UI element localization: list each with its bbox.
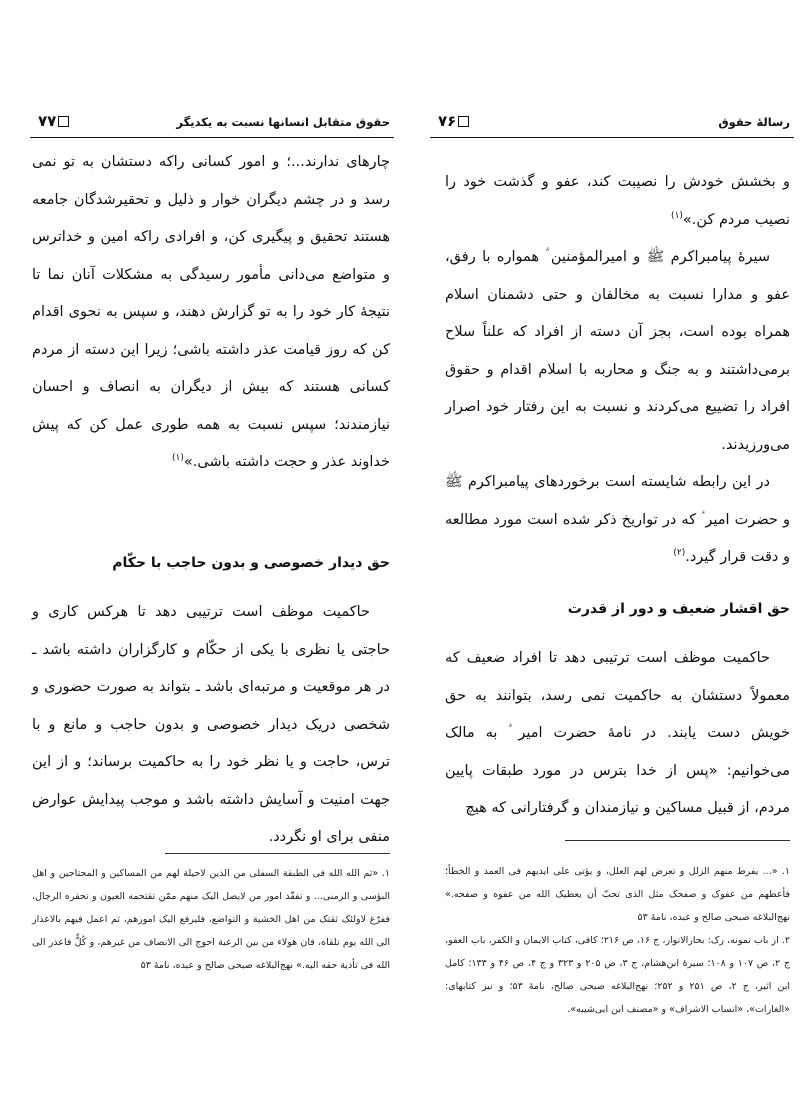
left-page bbox=[20, 0, 400, 1100]
page-header bbox=[438, 112, 790, 136]
footnote-ref: (۱) bbox=[172, 453, 184, 464]
footnote-ref: (۲) bbox=[673, 548, 686, 559]
header-rule bbox=[430, 137, 794, 138]
paragraph-text: و بخشش خودش را نصیبت کند، عفو و گذشت خود را نصیب مردم کن.» bbox=[445, 174, 790, 228]
page-box-icon bbox=[58, 116, 69, 127]
body-text bbox=[32, 144, 390, 482]
footnotes bbox=[445, 860, 790, 1021]
footnote: ۱. «ثم الله الله فی الطبقة السفلی من الذین لاحیلة لهم من المساکین و المحتاجین و اهل البؤسی و الزمنی... و تفقّد امور من لایصل الیک منهم ممّن تقتحمه العیون و تحقره الرجال، ففرّغ لاولئک ثقتک من اهل الخشیة و التواضع، فلیرفع الیک امورهم، ثم اعمل فیهم بالاعذار الی الله یوم تلقاه، فان هولاء من بین الرعیة احوج الی الانصاف من غیرهم، و کُلٌّ فاعذر الی الله فی تأدیة حقه الیه.» نهج‌البلاغه صبحی صالح و عبده، نامهٔ ۵۳ bbox=[32, 868, 390, 971]
page-number-value: ۷۶ bbox=[438, 112, 457, 130]
page-header bbox=[38, 112, 390, 136]
footnote: ۱. «... یفرط منهم الزلل و تعرض لهم العلل، و یؤتی علی ایدیهم فی العمد و الخطأ؛ فأعطهم من عفوک و صفحک مثل الذی تحبّ أن یعطیک الله من عفوه و صفحه.» نهج‌البلاغه صبحی صالح و عبده، نامهٔ ۵۳ bbox=[445, 866, 790, 923]
footnote-rule bbox=[565, 840, 790, 841]
paragraph-text: چارهای ندارند...؛ و امور کسانی راکه دستشان به تو نمی رسد و در چشم دیگران خوار و ذلیل و تحقیرشدگان جامعه هستند تحقیق و پیگیری کن، و افرادی راکه امین و خداترس و متواضع می‌دانی مأمور رسیدگی به مشکلات آنان نما تا نتیجهٔ کار خود را به تو گزارش دهند، و سپس به نحوی اقدام کن که روز قیامت عذر داشته باشی؛ زیرا این دسته از مردم کسانی هستند که بیش از دیگران به انصاف و احسان نیازمندند؛ سپس نسبت به همه طوری عمل کن که پیش خداوند عذر و حجت داشته باشی.» bbox=[32, 154, 390, 470]
section-heading: حق دیدار خصوصی و بدون حاجب با حکّام bbox=[112, 555, 390, 571]
page-number bbox=[438, 112, 469, 130]
section-heading: حق اقشار ضعیف و دور از قدرت bbox=[567, 601, 790, 617]
body-text bbox=[445, 640, 790, 828]
footnotes bbox=[32, 862, 390, 977]
footnote-rule bbox=[165, 853, 390, 854]
body-text bbox=[32, 594, 390, 857]
footnote: ۲. از باب نمونه، رک: بحارالانوار، ج ۱۶، ص ۲۱۶؛ کافی، کتاب الایمان و الکفر، باب العفو، ج ۲، ص ۱۰۷ و ۱۰۸؛ سیرهٔ ابن‌هشام، ج ۳، ص ۲۰۵ و ۳۲۳ و ج ۴، ص ۴۶ و ۱۳۳؛ کامل ابن اثیر، ج ۲، ص ۲۵۱ و ۲۵۲؛ نهج‌البلاغه صبحی صالح، نامهٔ ۵۳؛ و نیز کتابهای: «الغارات»، «انساب الاشراف» و «مصنف ابن ابی‌شیبه». bbox=[445, 935, 790, 1015]
paragraph: حاکمیت موظف است ترتیبی دهد تا افراد ضعیف که معمولاً دستشان به حاکمیت نمی رسد، بتوانند به حق خویش دست یابند. در نامهٔ حضرت امیر ؑ به مالک می‌خوانیم: «پس از خدا بترس در مورد طبقات پایین مردم، از قبیل مساکین و نیازمندان و گرفتارانی که هیچ bbox=[445, 650, 790, 816]
paragraph bbox=[32, 144, 390, 482]
paragraph-text: در این رابطه شایسته است برخوردهای پیامبراکرم ﷺ و حضرت امیر ؑ که در تواریخ ذکر شده است مورد مطالعه و دقت قرار گیرد. bbox=[445, 474, 790, 565]
paragraph: حاکمیت موظف است ترتیبی دهد تا هرکس کاری و حاجتی یا نظری با یکی از حکّام و کارگزاران داشته باشد ـ در هر موقعیت و مرتبه‌ای باشد ـ بتواند به صورت حضوری و شخصی دریک دیدار خصوصی و بدون حاجب و مانع و با ترس، حاجت و یا نظر خود را به حاکمیت برساند؛ و از این جهت امنیت و آسایش داشته باشد و موجب پیدایش عوارض منفی برای او نگردد. bbox=[32, 604, 390, 845]
right-page bbox=[420, 0, 800, 1100]
header-rule bbox=[30, 137, 394, 138]
running-title: رسالهٔ حقوق bbox=[718, 115, 790, 129]
body-text bbox=[445, 164, 790, 577]
footnote-ref: (۱) bbox=[671, 210, 683, 221]
running-title: حقوق متقابل انسانها نسبت به یکدیگر bbox=[176, 115, 390, 129]
paragraph: سیرهٔ پیامبراکرم ﷺ و امیرالمؤمنین ؑ همواره با رفق، عفو و مدارا نسبت به مخالفان و حتی دشمنان اسلام همراه بوده است، بجز آن دسته از افراد که علناً سلاح برمی‌داشتند و به جنگ و محاربه با اسلام اقدام و حقوق افراد را تضییع می‌کردند و نسبت به این رفتار خود اصرار می‌ورزیدند. bbox=[445, 249, 790, 453]
page-number-value: ۷۷ bbox=[38, 112, 57, 130]
paragraph bbox=[445, 464, 790, 577]
page-number bbox=[38, 112, 69, 130]
paragraph bbox=[445, 164, 790, 239]
page-box-icon bbox=[458, 116, 469, 127]
